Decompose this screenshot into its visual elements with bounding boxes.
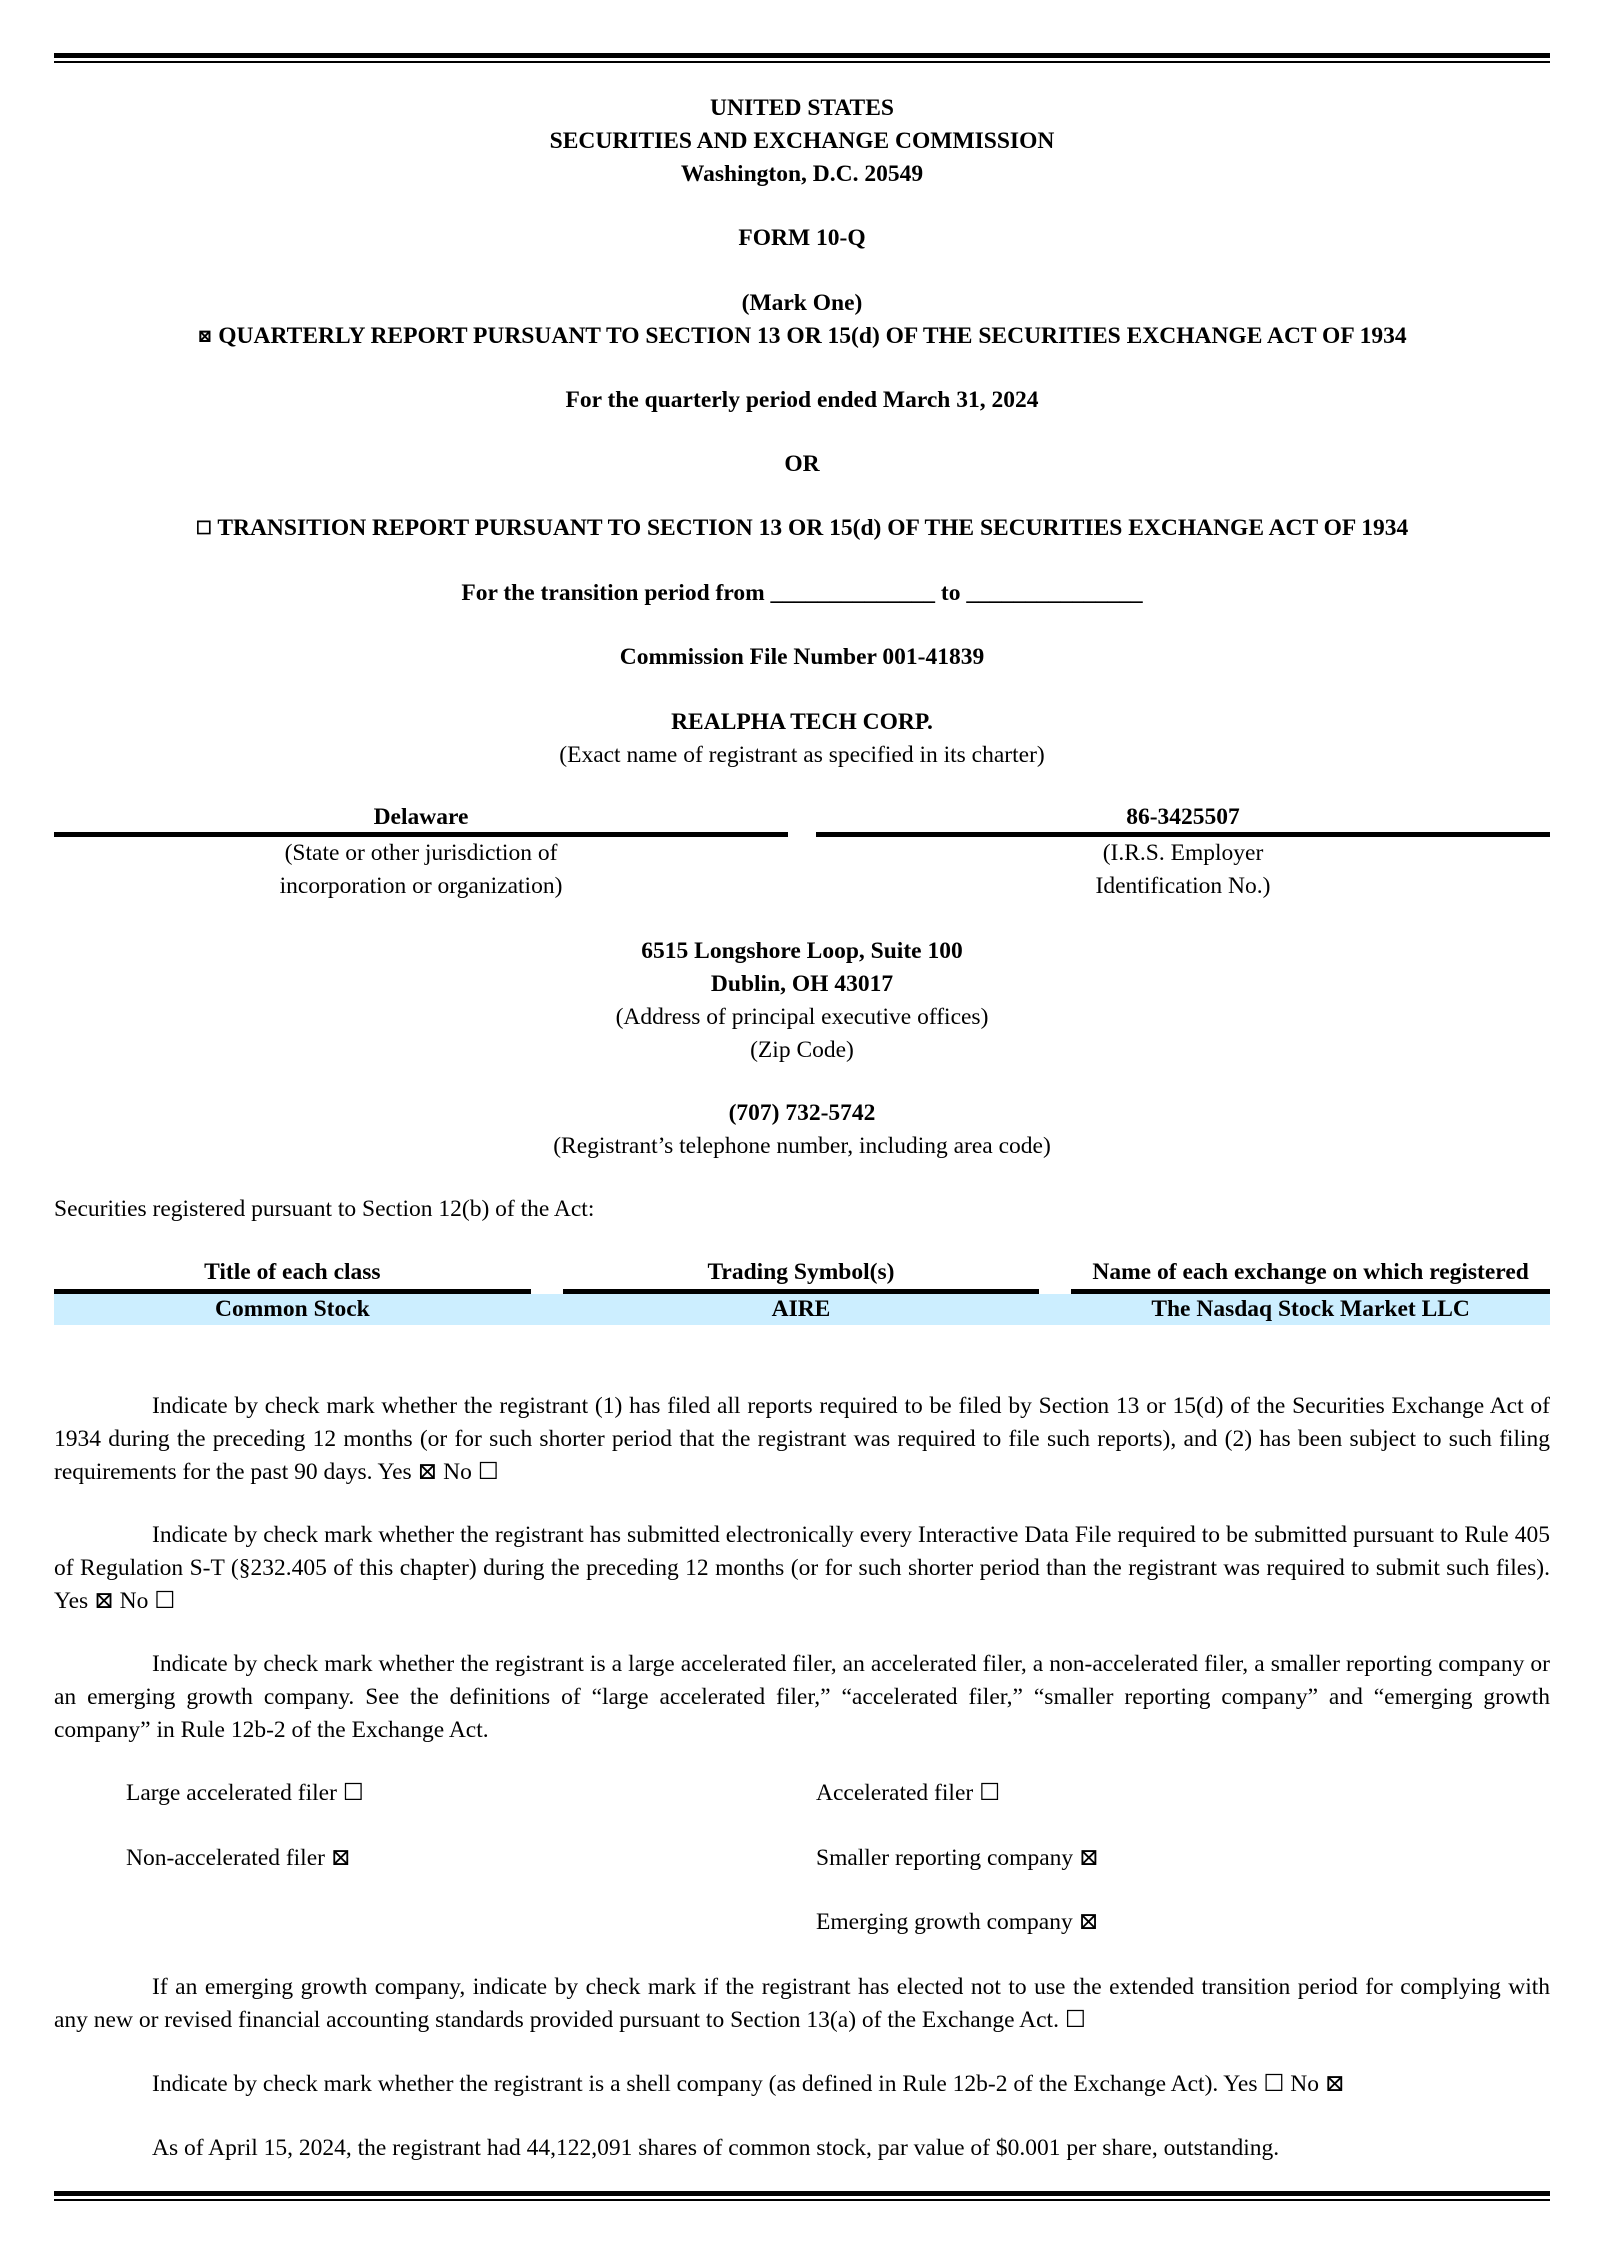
- ein-caption-line1: (I.R.S. Employer: [1102, 840, 1264, 866]
- exchange-name-cell: The Nasdaq Stock Market LLC: [1071, 1294, 1550, 1325]
- extended-transition-paragraph: If an emerging growth company, indicate by check mark if the registrant has elected not to use the extended transition period for complying with any new or revised financial accounting standards provided pursuant to Section 13(a) of the Exchange Act. ☐: [54, 1974, 1550, 2033]
- address-line1: 6515 Longshore Loop, Suite 100: [641, 938, 963, 964]
- state-value: Delaware: [54, 802, 788, 837]
- ein-caption-line2: Identification No.): [1095, 873, 1271, 899]
- column-header-exchange: Name of each exchange on which registered: [1071, 1256, 1550, 1294]
- column-header-symbol: Trading Symbol(s): [563, 1256, 1040, 1294]
- country-line: UNITED STATES: [710, 95, 894, 121]
- column-header-title: Title of each class: [54, 1256, 531, 1294]
- securities-table-header: [54, 1256, 1550, 1294]
- or-separator: OR: [784, 451, 820, 477]
- interactive-data-paragraph: Indicate by check mark whether the registrant has submitted electronically every Interactive Data File required to be submitted pursuant to Rule 405 of Regulation S-T (§232.405 of this chapter) during the preceding 12 months (or for such shorter period than the registrant was required to submit such files). Yes ⊠ No ☐: [54, 1522, 1550, 1614]
- emerging-growth-company: Emerging growth company ⊠: [816, 1909, 1099, 1935]
- table-row: [54, 1294, 1550, 1325]
- telephone-caption: (Registrant’s telephone number, including area code): [553, 1133, 1051, 1159]
- mark-one: (Mark One): [741, 290, 863, 316]
- registrant-name-caption: (Exact name of registrant as specified in its charter): [559, 742, 1045, 768]
- agency-header: [54, 92, 1550, 191]
- state-caption-line2: incorporation or organization): [279, 873, 563, 899]
- registrant-name-block: [54, 706, 1550, 772]
- principal-office-address: [54, 935, 1550, 1067]
- city-line: Washington, D.C. 20549: [680, 161, 924, 187]
- telephone-number: (707) 732-5742: [728, 1100, 876, 1126]
- securities-table: [54, 1256, 1550, 1325]
- address-line2: Dublin, OH 43017: [710, 971, 894, 997]
- quarterly-report-text: QUARTERLY REPORT PURSUANT TO SECTION 13 OR 15(d) OF THE SECURITIES EXCHANGE ACT OF 1934: [218, 323, 1407, 349]
- irs-employer-id: [816, 802, 1550, 903]
- telephone-block: [54, 1097, 1550, 1163]
- large-accelerated-filer: Large accelerated filer ☐: [126, 1780, 364, 1806]
- address-caption: (Address of principal executive offices): [615, 1004, 989, 1030]
- zip-caption: (Zip Code): [750, 1037, 854, 1063]
- bottom-double-rule: [54, 2191, 1550, 2201]
- quarterly-period: For the quarterly period ended March 31, 2024: [565, 387, 1039, 413]
- commission-line: SECURITIES AND EXCHANGE COMMISSION: [549, 128, 1055, 154]
- class-title-cell: Common Stock: [54, 1294, 531, 1325]
- transition-period: For the transition period from ______________ to _______________: [461, 580, 1143, 606]
- registrant-name: REALPHA TECH CORP.: [671, 709, 933, 735]
- top-double-rule: [54, 53, 1550, 63]
- form-title: FORM 10-Q: [738, 225, 866, 251]
- transition-report-line: [54, 512, 1550, 545]
- transition-report-text: TRANSITION REPORT PURSUANT TO SECTION 13 OR 15(d) OF THE SECURITIES EXCHANGE ACT OF 1934: [217, 515, 1409, 541]
- shares-outstanding-paragraph: As of April 15, 2024, the registrant had 44,122,091 shares of common stock, par value of $0.001 per share, outstanding.: [152, 2135, 1280, 2161]
- securities-intro: Securities registered pursuant to Section 12(b) of the Act:: [54, 1196, 595, 1222]
- commission-file-number: Commission File Number 001-41839: [619, 644, 985, 670]
- reports-filed-paragraph: Indicate by check mark whether the registrant (1) has filed all reports required to be filed by Section 13 or 15(d) of the Securities Exchange Act of 1934 during the preceding 12 months (or for such shorter period that the registrant was required to file such reports), and (2) has been subject to such filing requirements for the past 90 days. Yes ⊠ No ☐: [54, 1393, 1550, 1485]
- smaller-reporting-company: Smaller reporting company ⊠: [816, 1845, 1099, 1871]
- quarterly-report-line: [54, 320, 1550, 353]
- trading-symbol-cell: AIRE: [563, 1294, 1040, 1325]
- shell-company-paragraph: Indicate by check mark whether the registrant is a shell company (as defined in Rule 12b-2 of the Exchange Act). Yes ☐ No ⊠: [152, 2071, 1345, 2097]
- non-accelerated-filer: Non-accelerated filer ⊠: [126, 1845, 351, 1871]
- transition-checkbox: ☐: [195, 518, 212, 538]
- quarterly-checkbox: ⊠: [197, 326, 213, 346]
- ein-value: 86-3425507: [816, 802, 1550, 837]
- state-caption-line1: (State or other jurisdiction of: [284, 840, 558, 866]
- accelerated-filer: Accelerated filer ☐: [816, 1780, 1001, 1806]
- state-of-incorporation: [54, 802, 788, 903]
- filer-type-paragraph: Indicate by check mark whether the registrant is a large accelerated filer, an accelerated filer, a non-accelerated filer, a smaller reporting company or an emerging growth company. See the definitions of “large accelerated filer,” “accelerated filer,” “smaller reporting company” and “emerging growth company” in Rule 12b-2 of the Exchange Act.: [54, 1651, 1550, 1743]
